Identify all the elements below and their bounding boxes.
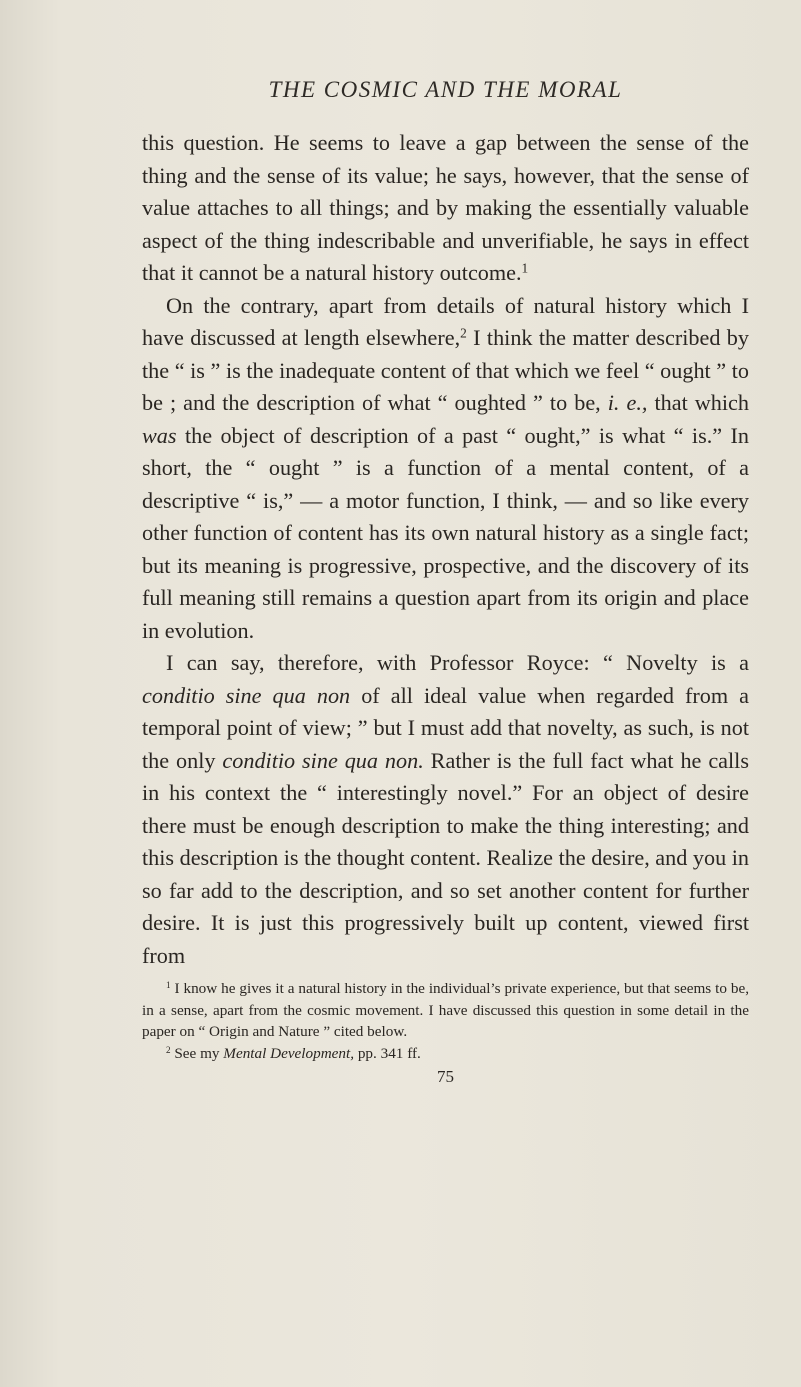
text-run: I can say, therefore, with Professor Royce: “ Novelty is a (166, 650, 749, 675)
paragraph (142, 127, 749, 290)
text-run: that which (647, 390, 749, 415)
page-number: 75 (437, 1067, 454, 1086)
footnote-marker: 2 (166, 1044, 171, 1055)
text-run: of all ideal value when regarded from a temporal point of view; ” but I must add that novelty, as such, is not the only (142, 682, 749, 773)
italic-text: Mental Development, (223, 1044, 355, 1062)
footnote-reference: 2 (460, 325, 467, 341)
italic-text: i. e., (607, 390, 648, 415)
footnotes (142, 978, 749, 1064)
footnote (142, 978, 749, 1043)
text-run: this question. He seems to leave a gap between the sense of the thing and the sense of its value; he says, however, that the sense of value attaches to all things; and by making the essentially valuable aspect of the thing indescribable and unverifiable, he says in effect that it cannot be a natural history outcome. (142, 130, 749, 285)
text-run: Rather is the full fact what he calls in his context the “ interestingly novel.” For an object of desire there must be enough description to make the thing interesting; and this description is the thought content. Realize the desire, and you in so far add to the description, and so set another content for further desire. It is just this progressively built up content, viewed first from (142, 747, 749, 968)
footnote-reference: 1 (521, 260, 529, 276)
paragraph (142, 647, 749, 972)
running-head: THE COSMIC AND THE MORAL (268, 77, 623, 102)
footnote-marker: 1 (166, 979, 171, 990)
italic-text: conditio sine qua non (142, 682, 351, 708)
text-run: pp. 341 ff. (354, 1044, 421, 1062)
italic-text: was (142, 422, 177, 448)
text-run: I know he gives it a natural history in the individual’s private experience, but that seems to be, in a sense, apart from the cosmic movement. I have discussed this question in some detail in the paper on “ Origin and Nature ” cited below. (142, 980, 749, 1040)
text-run: On the contrary, apart from details of natural history which I have discussed at length elsewhere, (142, 292, 749, 350)
footnote (142, 1043, 749, 1065)
italic-text: conditio sine qua non. (222, 747, 424, 773)
text-run: the object of description of a past “ ought,” is what “ is.” In short, the “ ought ” is a function of a mental content, of a descriptive “ is,” — a motor function, I think, — and so like every other function of content has its own natural history as a single fact; but its meaning is progressive, prospective, and the discovery of its full meaning still remains a question apart from its origin and place in evolution. (142, 422, 749, 643)
paragraph (142, 290, 749, 648)
text-run: See my (170, 1044, 224, 1062)
body-text (142, 127, 749, 972)
text-run: I think the matter described by the “ is ” is the inadequate content of that which we feel “ ought ” to be ; and the description of what “ oughted ” to be, (142, 325, 749, 415)
